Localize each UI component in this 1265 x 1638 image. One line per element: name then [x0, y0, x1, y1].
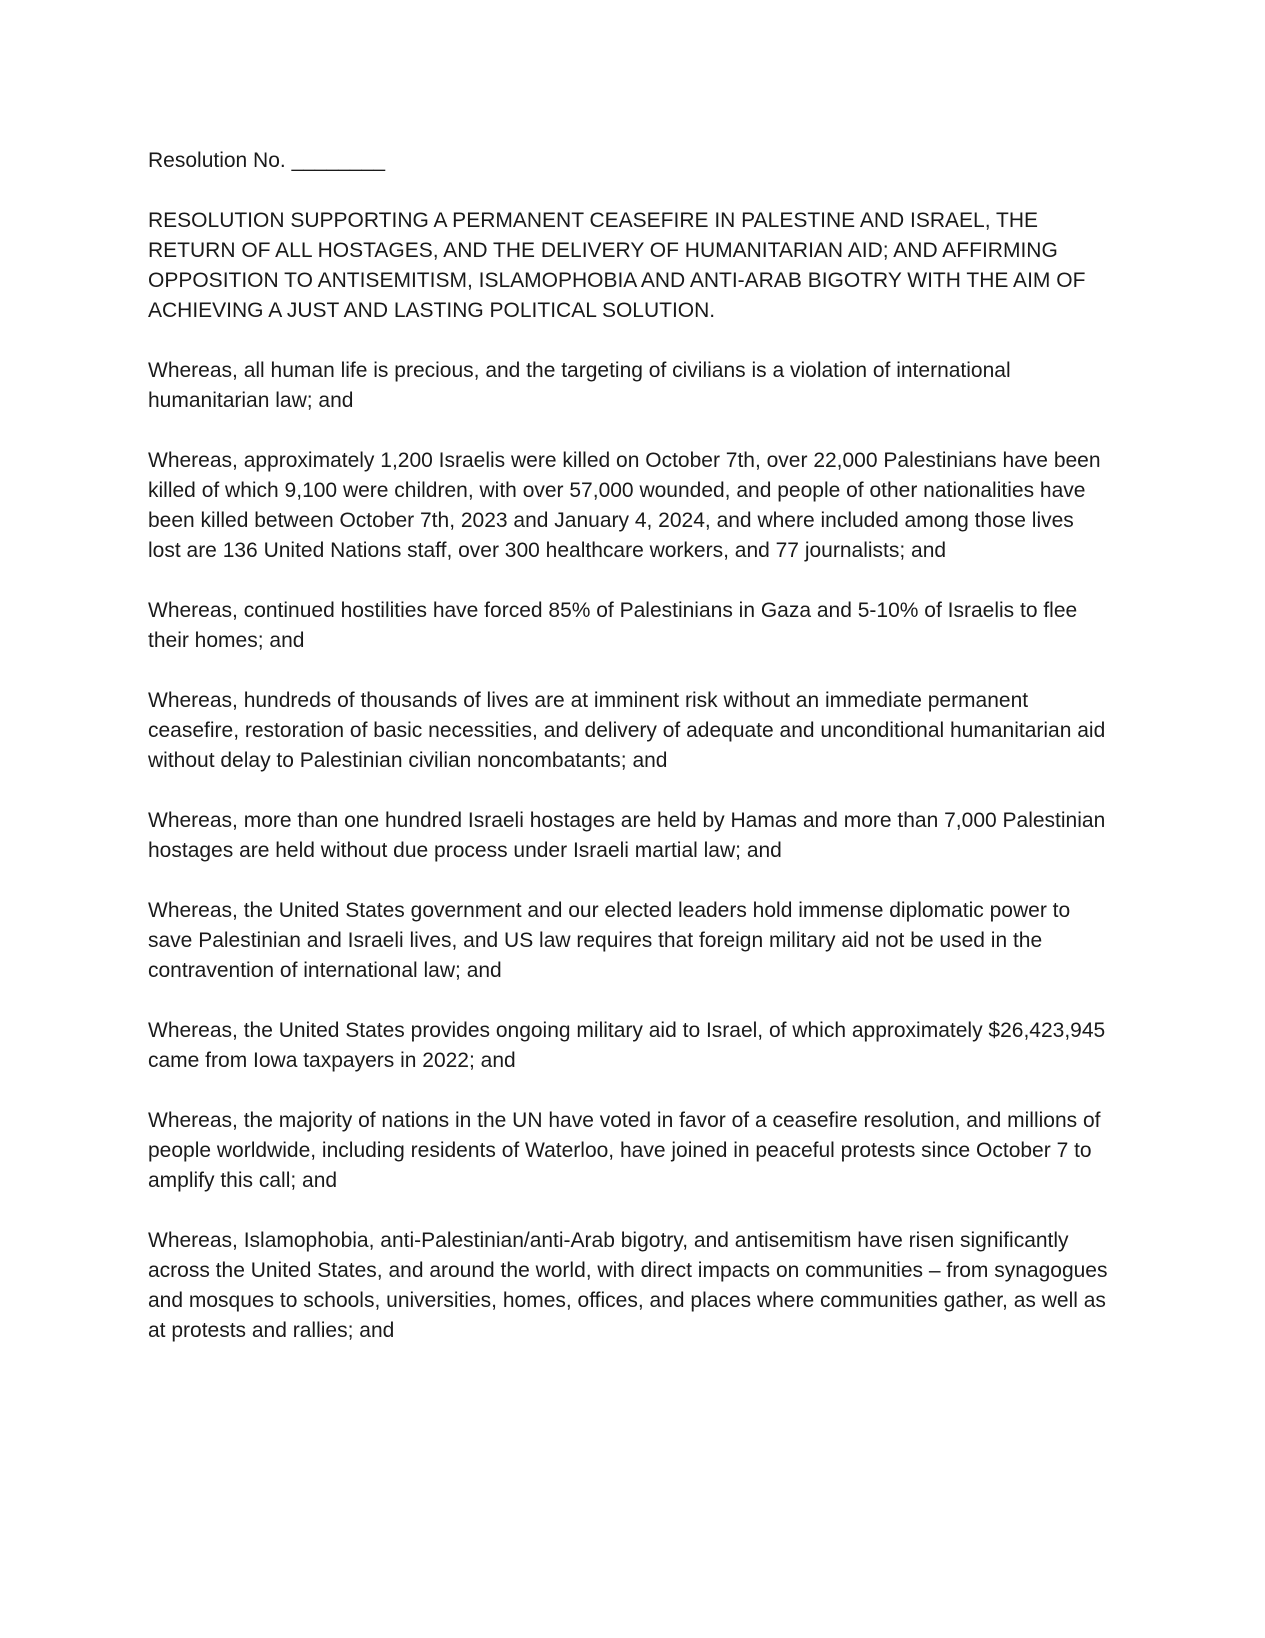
- whereas-clause-7: Whereas, the United States provides ongoing military aid to Israel, of which approximately $26,423,945 came from Iowa taxpayers in 2022; and: [148, 1019, 1106, 1072]
- whereas-clause-2: Whereas, approximately 1,200 Israelis were killed on October 7th, over 22,000 Palestinians have been killed of which 9,100 were children, with over 57,000 wounded, and people of other nationalities have been killed between October 7th, 2023 and January 4, 2024, and where included among those lives lost are 136 United Nations staff, over 300 healthcare workers, and 77 journalists; and: [148, 449, 1101, 562]
- whereas-clause-3: Whereas, continued hostilities have forced 85% of Palestinians in Gaza and 5-10% of Israelis to flee their homes; and: [148, 599, 1078, 652]
- whereas-clause-8: Whereas, the majority of nations in the UN have voted in favor of a ceasefire resolution, and millions of people worldwide, including residents of Waterloo, have joined in peaceful protests since October 7 to amplify this call; and: [148, 1109, 1101, 1192]
- whereas-clause-5: Whereas, more than one hundred Israeli hostages are held by Hamas and more than 7,000 Palestinian hostages are held without due process under Israeli martial law; and: [148, 809, 1106, 862]
- whereas-clause-1: Whereas, all human life is precious, and the targeting of civilians is a violation of international humanitarian law; and: [148, 359, 1011, 412]
- resolution-number-line: Resolution No. ________: [148, 149, 386, 172]
- whereas-clause-9: Whereas, Islamophobia, anti-Palestinian/anti-Arab bigotry, and antisemitism have risen significantly across the United States, and around the world, with direct impacts on communities – from synagogues and mosques to schools, universities, homes, offices, and places where communities gather, as well as at protests and rallies; and: [148, 1229, 1108, 1342]
- whereas-clause-4: Whereas, hundreds of thousands of lives are at imminent risk without an immediate permanent ceasefire, restoration of basic necessities, and delivery of adequate and unconditional humanitarian aid without delay to Palestinian civilian noncombatants; and: [148, 689, 1106, 772]
- resolution-title: RESOLUTION SUPPORTING A PERMANENT CEASEFIRE IN PALESTINE AND ISRAEL, THE RETURN OF ALL HOSTAGES, AND THE DELIVERY OF HUMANITARIAN AID; AND AFFIRMING OPPOSITION TO ANTISEMITISM, ISLAMOPHOBIA AND ANTI-ARAB BIGOTRY WITH THE AIM OF ACHIEVING A JUST AND LASTING POLITICAL SOLUTION.: [148, 209, 1086, 322]
- document-page: [148, 146, 1108, 1376]
- whereas-clause-6: Whereas, the United States government and our elected leaders hold immense diplomatic power to save Palestinian and Israeli lives, and US law requires that foreign military aid not be used in the contravention of international law; and: [148, 899, 1071, 982]
